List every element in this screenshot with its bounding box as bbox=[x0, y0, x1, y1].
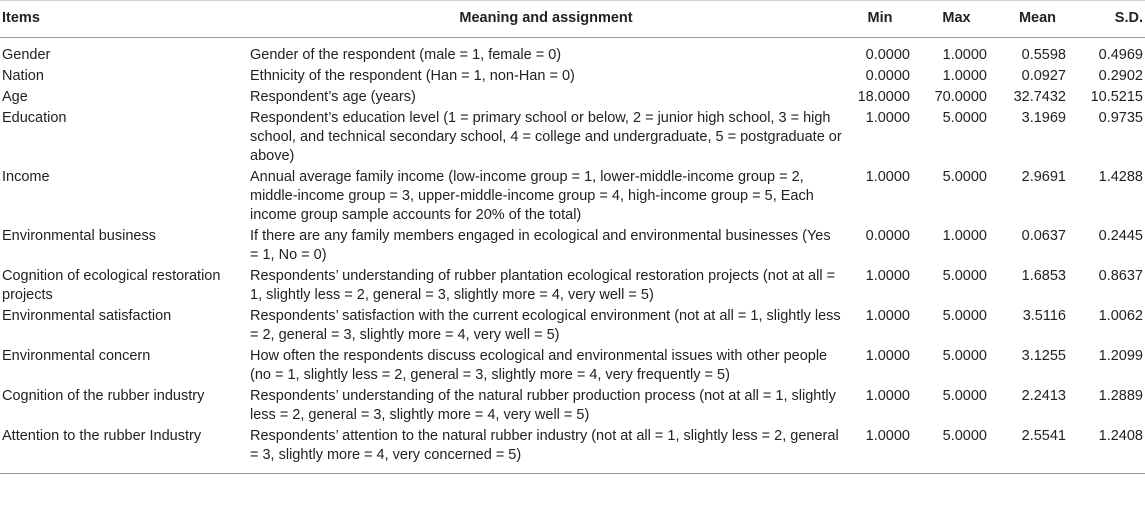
header-meaning: Meaning and assignment bbox=[248, 1, 844, 38]
cell-sd: 0.8637 bbox=[1098, 268, 1143, 284]
cell-meaning: Respondents’ attention to the natural rubber industry (not at all = 1, slightly less = 2, general = 3, slightly more = 4, very concerned = 5) bbox=[248, 426, 844, 474]
cell-mean: 32.7432 bbox=[1013, 89, 1066, 105]
header-row bbox=[0, 1, 1145, 38]
table-row bbox=[0, 87, 1145, 108]
cell-item: Education bbox=[2, 110, 67, 126]
table-row bbox=[0, 66, 1145, 87]
cell-min: 1.0000 bbox=[865, 348, 910, 364]
cell-mean: 1.6853 bbox=[1021, 268, 1066, 284]
cell-mean: 3.1255 bbox=[1021, 348, 1066, 364]
table-row bbox=[0, 426, 1145, 474]
table-row bbox=[0, 386, 1145, 426]
cell-min: 0.0000 bbox=[865, 228, 910, 244]
cell-mean: 3.1969 bbox=[1021, 110, 1066, 126]
cell-meaning: How often the respondents discuss ecological and environmental issues with other people (no = 1, slightly less = 2, general = 3, slightly more = 4, very frequently = 5) bbox=[250, 348, 828, 383]
header-items: Items bbox=[0, 1, 248, 38]
header-max: Max bbox=[916, 1, 997, 38]
cell-meaning: Respondent’s age (years) bbox=[250, 89, 416, 105]
cell-sd: 1.2408 bbox=[1078, 426, 1145, 474]
cell-min: 0.0000 bbox=[865, 68, 910, 84]
cell-sd: 0.9735 bbox=[1098, 110, 1143, 126]
cell-min: 0.0000 bbox=[865, 47, 910, 63]
cell-meaning: Respondents’ satisfaction with the current ecological environment (not at all = 1, slightly less = 2, general = 3, slightly more = 4, very well = 5) bbox=[250, 308, 841, 343]
cell-item: Gender bbox=[2, 47, 51, 63]
cell-max: 5.0000 bbox=[942, 110, 987, 126]
cell-meaning: Respondents’ understanding of rubber plantation ecological restoration projects (not at all = 1, slightly less = 2, general = 3, slightly more = 4, very well = 5) bbox=[250, 268, 836, 303]
cell-max: 1.0000 bbox=[942, 228, 987, 244]
cell-sd: 0.2902 bbox=[1098, 68, 1143, 84]
table-header bbox=[0, 1, 1145, 38]
cell-max: 5.0000 bbox=[942, 308, 987, 324]
cell-item: Age bbox=[2, 89, 28, 105]
cell-item: Cognition of ecological restoration projects bbox=[2, 268, 221, 303]
table-body bbox=[0, 38, 1145, 474]
table-row bbox=[0, 346, 1145, 386]
cell-max: 5.0000 bbox=[942, 169, 987, 185]
cell-sd: 10.5215 bbox=[1090, 89, 1143, 105]
cell-max: 5.0000 bbox=[916, 426, 997, 474]
cell-mean: 0.0637 bbox=[1021, 228, 1066, 244]
cell-mean: 2.5541 bbox=[997, 426, 1078, 474]
cell-meaning: Ethnicity of the respondent (Han = 1, non-Han = 0) bbox=[250, 68, 575, 84]
cell-min: 1.0000 bbox=[865, 388, 910, 404]
cell-min: 1.0000 bbox=[844, 426, 916, 474]
cell-mean: 2.2413 bbox=[1021, 388, 1066, 404]
table-row bbox=[0, 108, 1145, 167]
cell-item: Environmental business bbox=[2, 228, 156, 244]
cell-max: 1.0000 bbox=[942, 47, 987, 63]
table-row bbox=[0, 38, 1145, 67]
cell-item: Nation bbox=[2, 68, 44, 84]
cell-item: Attention to the rubber Industry bbox=[0, 426, 248, 474]
cell-item: Environmental concern bbox=[2, 348, 151, 364]
cell-max: 5.0000 bbox=[942, 348, 987, 364]
cell-mean: 0.0927 bbox=[1021, 68, 1066, 84]
table-row bbox=[0, 226, 1145, 266]
cell-meaning: Annual average family income (low-income group = 1, lower-middle-income group = 2, middle-income group = 3, upper-middle-income group = 4, high-income group = 5, Each income group sample accounts for 20% of the total) bbox=[250, 169, 814, 223]
cell-max: 70.0000 bbox=[934, 89, 987, 105]
table-row bbox=[0, 266, 1145, 306]
cell-sd: 0.2445 bbox=[1098, 228, 1143, 244]
cell-mean: 0.5598 bbox=[1021, 47, 1066, 63]
cell-meaning: Gender of the respondent (male = 1, female = 0) bbox=[250, 47, 562, 63]
cell-meaning: If there are any family members engaged in ecological and environmental businesses (Yes = 1, No = 0) bbox=[250, 228, 831, 263]
cell-mean: 2.9691 bbox=[1021, 169, 1066, 185]
cell-max: 5.0000 bbox=[942, 388, 987, 404]
cell-max: 5.0000 bbox=[942, 268, 987, 284]
header-min: Min bbox=[844, 1, 916, 38]
cell-sd: 1.0062 bbox=[1098, 308, 1143, 324]
cell-min: 18.0000 bbox=[857, 89, 910, 105]
cell-item: Cognition of the rubber industry bbox=[2, 388, 205, 404]
table-row bbox=[0, 306, 1145, 346]
cell-meaning: Respondents’ understanding of the natural rubber production process (not at all = 1, slightly less = 2, general = 3, slightly more = 4, very well = 5) bbox=[250, 388, 836, 423]
cell-sd: 1.2099 bbox=[1098, 348, 1143, 364]
cell-min: 1.0000 bbox=[865, 268, 910, 284]
cell-item: Income bbox=[2, 169, 50, 185]
table-row bbox=[0, 167, 1145, 226]
cell-min: 1.0000 bbox=[865, 308, 910, 324]
cell-min: 1.0000 bbox=[865, 169, 910, 185]
header-mean: Mean bbox=[997, 1, 1078, 38]
header-sd: S.D. bbox=[1078, 1, 1145, 38]
cell-meaning: Respondent’s education level (1 = primary school or below, 2 = junior high school, 3 = high school, and technical secondary school, 4 = college and undergraduate, 5 = postgraduate or above) bbox=[250, 110, 842, 164]
cell-item: Environmental satisfaction bbox=[2, 308, 172, 324]
cell-min: 1.0000 bbox=[865, 110, 910, 126]
cell-max: 1.0000 bbox=[942, 68, 987, 84]
cell-sd: 1.4288 bbox=[1098, 169, 1143, 185]
cell-sd: 1.2889 bbox=[1098, 388, 1143, 404]
cell-mean: 3.5116 bbox=[1022, 308, 1066, 324]
cell-sd: 0.4969 bbox=[1098, 47, 1143, 63]
